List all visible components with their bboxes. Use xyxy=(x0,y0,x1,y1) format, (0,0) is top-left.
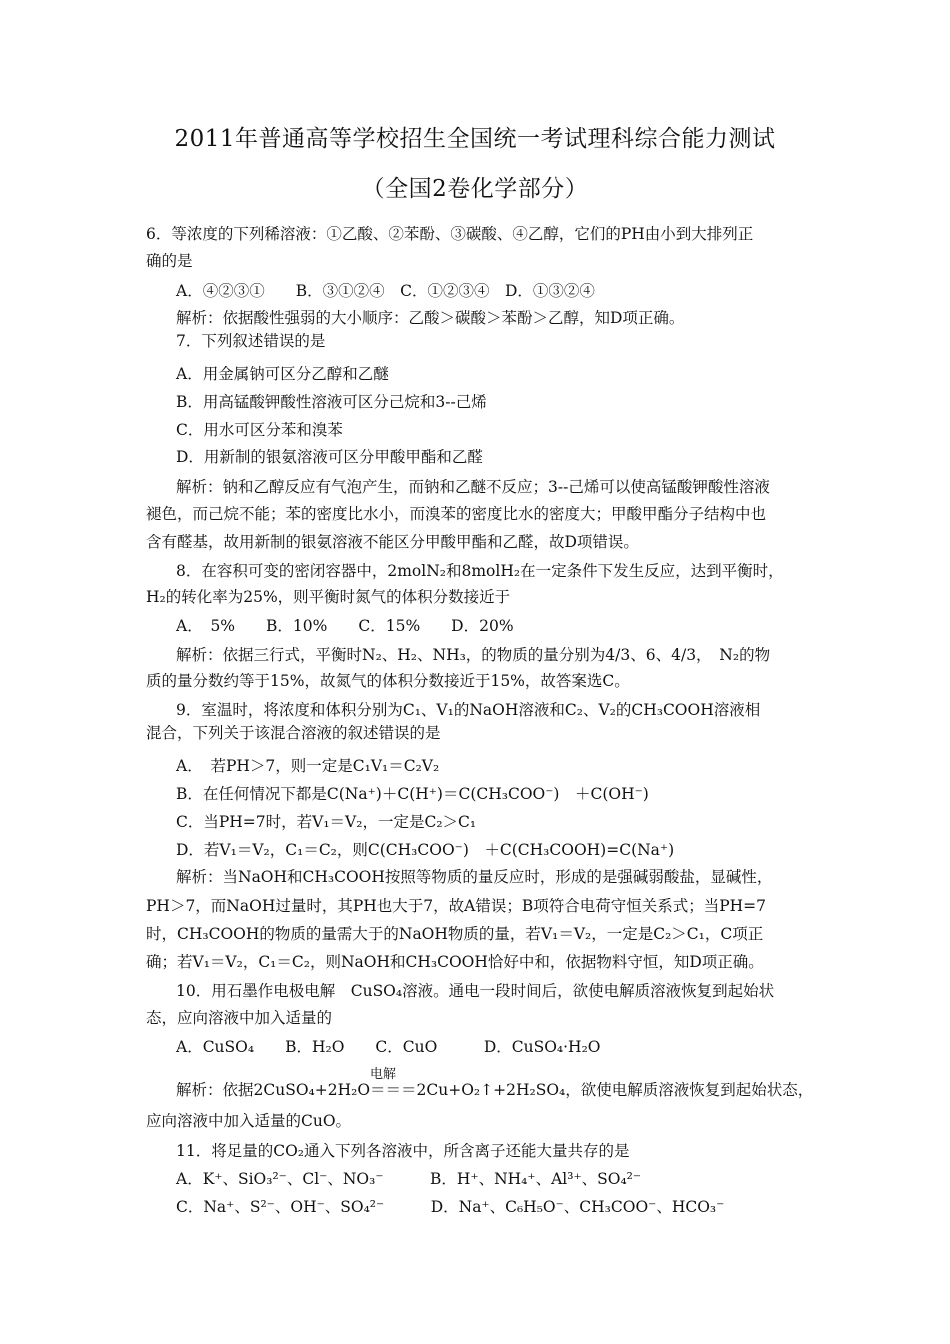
q10-stem-line1: 10．用石墨作电极电解 CuSO₄溶液。通电一段时间后，欲使电解质溶液恢复到起始状 xyxy=(176,982,775,1000)
q11-stem: 11．将足量的CO₂通入下列各溶液中，所含离子还能大量共存的是 xyxy=(176,1142,630,1160)
q8-analysis-line1: 解析：依据三行式，平衡时N₂、H₂、NH₃，的物质的量分别为4/3、6、4/3， N₂的物 xyxy=(176,646,771,664)
q7-option-a: A．用金属钠可区分乙醇和乙醚 xyxy=(176,365,389,383)
q7-analysis-line1: 解析：钠和乙醇反应有气泡产生，而钠和乙醚不反应；3--己烯可以使高锰酸钾酸性溶液 xyxy=(176,478,770,496)
q7-analysis-line2: 褪色，而己烷不能；苯的密度比水小，而溴苯的密度比水的密度大；甲酸甲酯分子结构中也 xyxy=(146,505,767,523)
q7-option-d: D．用新制的银氨溶液可区分甲酸甲酯和乙醛 xyxy=(176,448,483,466)
q8-stem-line1: 8．在容积可变的密闭容器中，2molN₂和8molH₂在一定条件下发生反应，达到平衡时， xyxy=(176,562,784,580)
electrolysis-condition-label: 电解 xyxy=(370,1067,397,1082)
q7-stem: 7．下列叙述错误的是 xyxy=(176,332,326,350)
q8-stem-line2: H₂的转化率为25%，则平衡时氮气的体积分数接近于 xyxy=(146,588,511,606)
page-subtitle: （全国2卷化学部分） xyxy=(361,176,589,202)
q6-options: A．④②③① B．③①②④ C．①②③④ D．①③②④ xyxy=(176,282,595,300)
q9-stem-line2: 混合，下列关于该混合溶液的叙述错误的是 xyxy=(146,724,441,742)
q11-options-ab: A．K⁺、SiO₃²⁻、Cl⁻、NO₃⁻ B．H⁺、NH₄⁺、Al³⁺、SO₄²⁻ xyxy=(176,1170,642,1188)
q10-options: A．CuSO₄ B．H₂O C．CuO D．CuSO₄·H₂O xyxy=(176,1038,601,1056)
q10-analysis-line1: 解析：依据2CuSO₄+2H₂O＝＝＝2Cu+O₂↑+2H₂SO₄，欲使电解质溶液恢复到起始状态， xyxy=(176,1081,814,1099)
q7-analysis-line3: 含有醛基，故用新制的银氨溶液不能区分甲酸甲酯和乙醛，故D项错误。 xyxy=(146,533,639,551)
q7-option-b: B．用高锰酸钾酸性溶液可区分己烷和3--己烯 xyxy=(176,393,487,411)
page-title: 2011年普通高等学校招生全国统一考试理科综合能力测试 xyxy=(174,126,776,152)
q9-option-d: D．若V₁＝V₂，C₁＝C₂，则C(CH₃COO⁻) ＋C(CH₃COOH)=C(Na⁺) xyxy=(176,841,675,859)
q6-analysis: 解析：依据酸性强弱的大小顺序：乙酸＞碳酸＞苯酚＞乙醇，知D项正确。 xyxy=(176,309,685,327)
q9-stem-line1: 9．室温时，将浓度和体积分别为C₁、V₁的NaOH溶液和C₂、V₂的CH₃COOH溶液相 xyxy=(176,701,761,719)
q9-analysis-line4: 确；若V₁＝V₂，C₁＝C₂，则NaOH和CH₃COOH恰好中和，依据物料守恒，知D项正确。 xyxy=(146,953,764,971)
q9-option-c: C．当PH=7时，若V₁＝V₂，一定是C₂＞C₁ xyxy=(176,813,477,831)
q9-analysis-line1: 解析：当NaOH和CH₃COOH按照等物质的量反应时，形成的是强碱弱酸盐，显碱性， xyxy=(176,868,773,886)
q6-stem-line2: 确的是 xyxy=(146,252,193,270)
q8-analysis-line2: 质的量分数约等于15%，故氮气的体积分数接近于15%，故答案选C。 xyxy=(146,672,630,690)
q9-analysis-line2: PH＞7，而NaOH过量时，其PH也大于7，故A错误；B项符合电荷守恒关系式；当PH=7 xyxy=(146,897,767,915)
q9-option-b: B．在任何情况下都是C(Na⁺)＋C(H⁺)＝C(CH₃COO⁻) ＋C(OH⁻) xyxy=(176,785,649,803)
q11-options-cd: C．Na⁺、S²⁻、OH⁻、SO₄²⁻ D．Na⁺、C₆H₅O⁻、CH₃COO⁻、HCO₃⁻ xyxy=(176,1198,725,1216)
q8-options: A． 5% B．10% C．15% D．20% xyxy=(176,617,514,635)
q7-option-c: C．用水可区分苯和溴苯 xyxy=(176,421,343,439)
q9-analysis-line3: 时，CH₃COOH的物质的量需大于的NaOH物质的量，若V₁＝V₂，一定是C₂＞C₁，C项正 xyxy=(146,925,764,943)
q10-stem-line2: 态，应向溶液中加入适量的 xyxy=(146,1009,333,1027)
q6-stem-line1: 6．等浓度的下列稀溶液：①乙酸、②苯酚、③碳酸、④乙醇，它们的PH由小到大排列正 xyxy=(146,225,754,243)
q9-option-a: A． 若PH＞7，则一定是C₁V₁＝C₂V₂ xyxy=(176,757,440,775)
q10-analysis-line2: 应向溶液中加入适量的CuO。 xyxy=(146,1112,352,1130)
